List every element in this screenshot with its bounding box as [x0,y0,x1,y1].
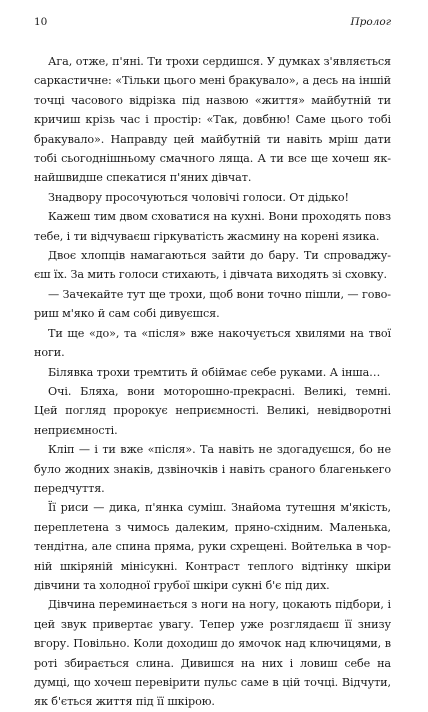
paragraph: Кліп — і ти вже «після». Та навіть не здогадуєшся, бо не було жодних знаків, дзвіночків і навіть сраного благенькего передчуття. [34,443,391,495]
section-title: Пролог [350,16,391,28]
paragraph: Ти ще «до», та «після» вже накочується хвилями на твої ноги. [34,326,391,360]
paragraph: Ага, отже, п'яні. Ти трохи сердишся. У думках з'являється саркастичне: «Тільки цього мені бракувало», а десь на іншій точці часового відрізка під назвою «життя» майбутній ти кричиш крізь час і простір: «Так, довбню! Саме цього тобі бракувало». Направду цей майбутній ти навіть мріш дати тобі сьогоднішньому смачного ляща. А ти все ще хочеш якнайшвидше спекатися п'яних дівчат. [34,55,391,185]
body-text [34,52,391,712]
paragraph: Її риси — дика, п'янка суміш. Знайома тутешня м'якість, переплетена з чимось далеким, пряно-східним. Маленька, тендітна, але спина пряма, руки схрещені. Войтелька в чорній шкіряній мінісукні. Контраст теплого відтінку шкіри дівчини та холодної грубої шкіри сукні б'є під дих. [34,501,391,592]
paragraph: Очі. Бляха, вони моторошно-прекрасні. Великі, темні. Цей погляд пророкує неприємності. Великі, невідворотні неприємності. [34,384,391,437]
paragraph: Кажеш тим двом сховатися на кухні. Вони проходять повз тебе, і ти відчуваєш гіркуватість жасмину на корені язика. [34,210,391,243]
paragraph: Дівчина переминається з ноги на ногу, цокають підбори, і цей звук привертає увагу. Тепер уже розглядаєш її знизу вгору. Повільно. Коли доходиш до ямочок над ключицями, в роті збирається слина. Дивишся на них і ловиш себе на думці, що хочеш перевірити пульс саме в цій точці. Відчути, як б'ється життя під її шкірою. [34,598,391,709]
paragraph: Знадвору просочуються чоловічі голоси. От дідько! [48,190,349,204]
page-number: 10 [34,16,48,28]
paragraph: Двоє хлопців намагаються зайти до бару. Ти спроваджуєш їх. За мить голоси стихають, і дівчата виходять зі сховку. [34,249,391,282]
paragraph: Білявка трохи тремтить й обіймає себе руками. А інша… [48,365,381,379]
book-page [34,12,391,712]
running-header [34,12,391,32]
paragraph: — Зачекайте тут ще трохи, щоб вони точно пішли, — говориш м'яко й сам собі дивуєшся. [34,287,391,321]
